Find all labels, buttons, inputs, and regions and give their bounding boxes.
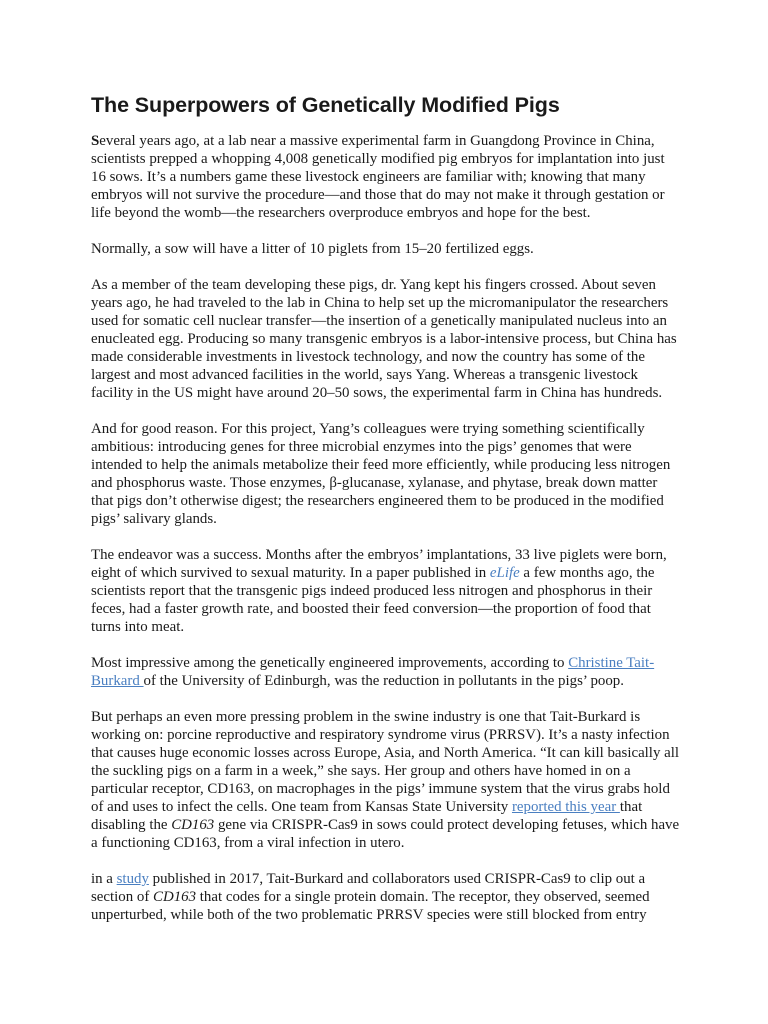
paragraph-6-text-a: Most impressive among the genetically engineered improvements, according to <box>91 655 569 671</box>
paragraph-8-text-b: published in 2017, Tait-Burkard and collaborators used CRISPR-Cas9 to clip out a section of <box>91 871 646 905</box>
paragraph-1 <box>91 132 683 222</box>
paragraph-2: Normally, a sow will have a litter of 10 piglets from 15–20 fertilized eggs. <box>91 241 534 257</box>
paragraph-6 <box>91 654 683 690</box>
paragraph-1-text: everal years ago, at a lab near a massive experimental farm in Guangdong Province in China, scientists prepped a whopping 4,008 genetically modified pig embryos for implantation into just 16 sows. It’s a numbers game these livestock engineers are familiar with; knowing that many embryos will not survive the procedure—and those that do may not make it through gestation or life beyond the womb—the researchers overproduce embryos and hope for the best. <box>91 133 665 221</box>
paragraph-8 <box>91 870 683 924</box>
reported-this-year-link[interactable]: reported this year <box>511 799 620 815</box>
article-title: The Superpowers of Genetically Modified Pigs <box>91 93 560 117</box>
paragraph-7-text-a: But perhaps an even more pressing problem in the swine industry is one that Tait-Burkard is working on: porcine reproductive and respiratory syndrome virus (PRRSV). It’s a nasty infection that causes huge economic losses across Europe, Asia, and North America. “It can kill basically all the suckling pigs on a farm in a week,” she says. Her group and others have homed in on a particular receptor, CD163, on macrophages in the pigs’ immune system that the virus grabs hold of and uses to infect the cells. One team from Kansas State University <box>91 709 679 815</box>
paragraph-7 <box>91 708 683 852</box>
paragraph-7-text-c: gene via CRISPR-Cas9 in sows could protect developing fetuses, which have a functioning CD163, from a viral infection in utero. <box>91 817 680 851</box>
paragraph-5 <box>91 546 683 636</box>
gene-name: CD163 <box>153 889 197 905</box>
elife-link[interactable]: eLife <box>489 565 520 581</box>
article-body <box>91 92 683 942</box>
paragraph-3: As a member of the team developing these pigs, dr. Yang kept his fingers crossed. About seven years ago, he had traveled to the lab in China to help set up the micromanipulator the researchers used for somatic cell nuclear transfer—the insertion of a genetically manipulated nucleus into an enucleated egg. Producing so many transgenic embryos is a labor-intensive process, but China has made considerable investments in livestock technology, and now the country has some of the largest and most advanced facilities in the world, says Yang. Whereas a transgenic livestock facility in the US might have around 20–50 sows, the experimental farm in China has hundreds. <box>91 277 677 401</box>
drop-cap: S <box>91 133 100 149</box>
paragraph-5-text-a: The endeavor was a success. Months after the embryos’ implantations, 33 live piglets were born, eight of which survived to sexual maturity. In a paper published in <box>91 547 667 581</box>
study-link[interactable]: study <box>116 871 149 887</box>
paragraph-7-text-b: that disabling the <box>91 799 643 833</box>
paragraph-8-text-a: in a <box>91 871 117 887</box>
paragraph-8-text-c: that codes for a single protein domain. The receptor, they observed, seemed unperturbed, while both of the two problematic PRRSV species were still blocked from entry <box>91 889 650 923</box>
paragraph-5-text-b: a few months ago, the scientists report that the transgenic pigs indeed produced less nitrogen and phosphorus in their feces, had a faster growth rate, and boosted their feed conversion—the proportion of food that turns into meat. <box>91 565 655 635</box>
christine-tait-burkard-link[interactable]: Christine Tait-Burkard <box>91 655 655 689</box>
gene-name: CD163 <box>171 817 215 833</box>
paragraph-6-text-b: of the University of Edinburgh, was the reduction in pollutants in the pigs’ poop. <box>143 673 624 689</box>
paragraph-4: And for good reason. For this project, Yang’s colleagues were trying something scientifically ambitious: introducing genes for three microbial enzymes into the pigs’ genomes that were intended to help the animals metabolize their feed more efficiently, while producing less nitrogen and phosphorus waste. Those enzymes, β-glucanase, xylanase, and phytase, break down matter that pigs don’t otherwise digest; the researchers engineered them to be produced in the modified pigs’ salivary glands. <box>91 421 671 527</box>
